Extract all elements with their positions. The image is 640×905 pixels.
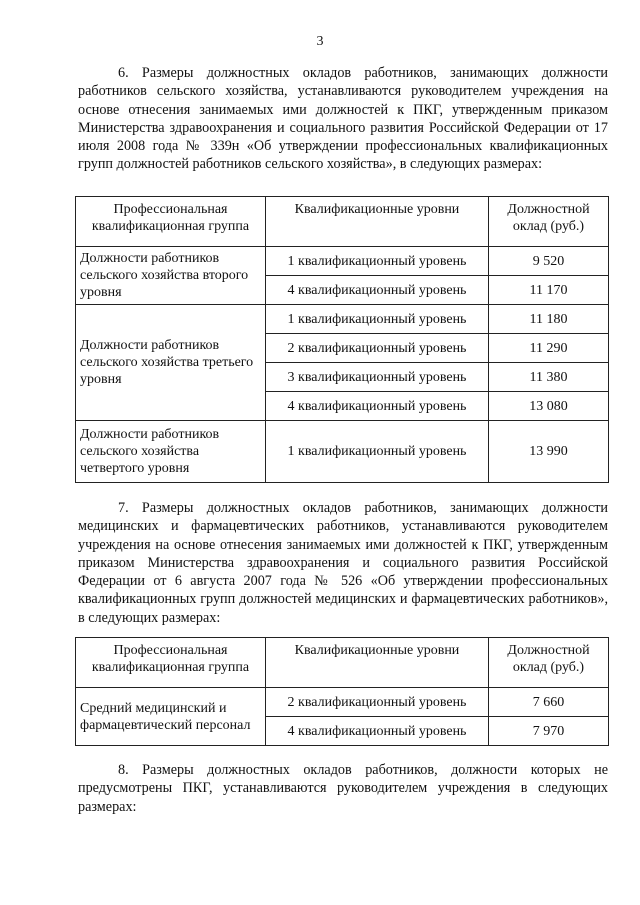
group-cell: Должности работников сельского хозяйства второго уровня xyxy=(76,247,266,305)
table-header-row xyxy=(76,197,609,247)
paragraph-6-text: 6. Размеры должностных окладов работников, занимающих должности работников сельского хозяйства, устанавливаются руководителем учреждения на основе отнесения занимаемых ими должностей к ПКГ, утвержденным приказом Министерства здравоохранения и социального развития Российской Федерации от 17 июля 2008 года № 339н «Об утверждении профессиональных квалификационных групп должностей работников сельского хозяйства», в следующих размерах: xyxy=(78,65,608,173)
table-row xyxy=(76,247,609,276)
table-header-row xyxy=(76,638,609,688)
paragraph-7 xyxy=(78,499,608,627)
level-cell: 4 квалификационный уровень xyxy=(266,392,489,421)
paragraph-8 xyxy=(78,761,608,816)
paragraph-6 xyxy=(78,64,608,174)
level-cell: 4 квалификационный уровень xyxy=(266,276,489,305)
salary-cell: 9 520 xyxy=(489,247,609,276)
level-cell: 1 квалификационный уровень xyxy=(266,305,489,334)
salary-cell: 7 660 xyxy=(489,688,609,717)
salary-cell: 11 380 xyxy=(489,363,609,392)
salary-cell: 11 290 xyxy=(489,334,609,363)
salary-cell: 11 180 xyxy=(489,305,609,334)
header-level: Квалификационные уровни xyxy=(266,197,489,247)
level-cell: 1 квалификационный уровень xyxy=(266,247,489,276)
level-cell: 2 квалификационный уровень xyxy=(266,334,489,363)
table-row xyxy=(76,305,609,334)
level-cell: 3 квалификационный уровень xyxy=(266,363,489,392)
table-row xyxy=(76,688,609,717)
paragraph-7-text: 7. Размеры должностных окладов работников, занимающих должности медицинских и фармацевтических работников, устанавливаются руководителем учреждения на основе отнесения занимаемых ими должностей к ПКГ, утвержденным приказом Министерства здравоохранения и социального развития Российской Федерации от 6 августа 2007 года № 526 «Об утверждении профессиональных квалификационных групп должностей медицинских и фармацевтических работников», в следующих размерах: xyxy=(78,500,608,626)
table-row xyxy=(76,421,609,483)
page-number: 3 xyxy=(316,34,324,49)
salary-cell: 7 970 xyxy=(489,717,609,746)
medical-salary-table xyxy=(75,637,609,746)
group-cell: Должности работников сельского хозяйства четвертого уровня xyxy=(76,421,266,483)
salary-cell: 13 990 xyxy=(489,421,609,483)
salary-cell: 11 170 xyxy=(489,276,609,305)
salary-cell: 13 080 xyxy=(489,392,609,421)
header-group: Профессиональная квалификационная группа xyxy=(76,197,266,247)
paragraph-8-text: 8. Размеры должностных окладов работников, должности которых не предусмотрены ПКГ, устанавливаются руководителем учреждения в следующих размерах: xyxy=(78,762,608,815)
level-cell: 1 квалификационный уровень xyxy=(266,421,489,483)
header-level: Квалификационные уровни xyxy=(266,638,489,688)
header-salary: Должностной оклад (руб.) xyxy=(489,197,609,247)
level-cell: 4 квалификационный уровень xyxy=(266,717,489,746)
header-salary: Должностной оклад (руб.) xyxy=(489,638,609,688)
group-cell: Должности работников сельского хозяйства третьего уровня xyxy=(76,305,266,421)
header-group: Профессиональная квалификационная группа xyxy=(76,638,266,688)
agriculture-salary-table xyxy=(75,196,609,483)
level-cell: 2 квалификационный уровень xyxy=(266,688,489,717)
group-cell: Средний медицинский и фармацевтический персонал xyxy=(76,688,266,746)
